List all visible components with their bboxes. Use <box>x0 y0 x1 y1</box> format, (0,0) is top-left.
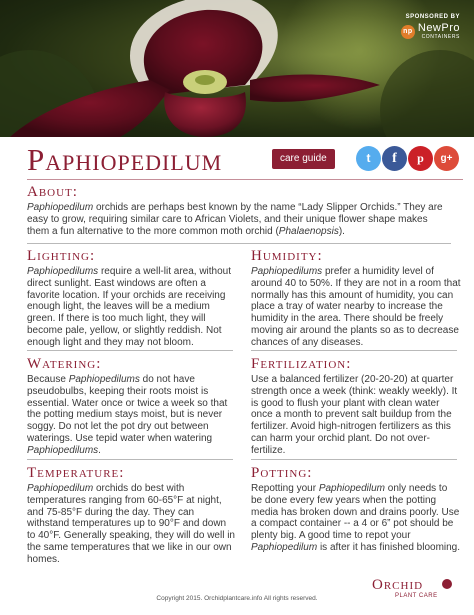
temperature-text: Paphiopedilum orchids do best with temperatures ranging from 60-65°F at night, and 75-85°F during the day. They can withstand temperatures up to 90°F and down to 40°F. Generally speaking, they will do well in the same temperatures that we like in our own homes. <box>27 483 235 565</box>
fertilization-text: Use a balanced fertilizer (20-20-20) at quarter strength once a week (think: weakly weekly). It is good to flush your plant with clean water once a month to prevent salt buildup from the fertilizer. Avoid high-nitrogen fertilizers as this can harm your orchid plant. Do not over-fertilize. <box>251 374 458 456</box>
sponsor-sub: CONTAINERS <box>421 34 460 40</box>
about-heading: About: <box>27 184 78 200</box>
sponsor-name: NewPro <box>417 22 460 34</box>
sponsor-block <box>401 14 460 40</box>
logo-flower-icon <box>442 579 452 589</box>
page-title: Paphiopedilum <box>27 142 223 177</box>
watering-divider <box>27 459 233 460</box>
watering-heading: Watering: <box>27 356 102 372</box>
orchid-plant-care-logo[interactable] <box>372 577 462 607</box>
title-row <box>27 143 467 177</box>
facebook-icon[interactable]: f <box>382 146 407 171</box>
logo-word: Orchid <box>372 577 424 593</box>
lighting-divider <box>27 350 233 351</box>
sponsor-label: SPONSORED BY <box>405 14 460 20</box>
newpro-logo-icon: np <box>401 25 415 39</box>
pinterest-icon[interactable]: p <box>408 146 433 171</box>
temperature-heading: Temperature: <box>27 465 125 481</box>
care-guide-tag: care guide <box>272 149 335 169</box>
lighting-heading: Lighting: <box>27 248 96 264</box>
about-text: Paphiopedilum orchids are perhaps best known by the name “Lady Slipper Orchids.” They are easy to grow, requiring similar care to African Violets, and their unique flower shape makes them a fun alternative to the more common moth orchid (Phalaenopsis). <box>27 202 443 237</box>
fertilization-heading: Fertilization: <box>251 356 352 372</box>
sponsor-brand[interactable] <box>401 23 460 40</box>
twitter-icon[interactable]: t <box>356 146 381 171</box>
google-plus-icon[interactable]: g+ <box>434 146 459 171</box>
about-divider <box>27 243 451 244</box>
title-divider <box>27 179 463 180</box>
fertilization-divider <box>251 459 457 460</box>
hero-orchid-photo <box>0 0 474 137</box>
potting-text: Repotting your Paphiopedilum only needs to be done every few years when the potting media has broken down and drains poorly. Use a compact container -- a 4 or 6” pot should be plenty big. A good time to repot your Paphiopedilum is after it has finished blooming. <box>251 483 461 553</box>
humidity-text: Paphiopedilums prefer a humidity level of around 40 to 50%. If they are not in a room that normally has this amount of humidity, you can place a tray of water nearby to increase the humidity in the area. There should be freely moving air around the plants so as to decrease chances of any diseases. <box>251 266 461 348</box>
copyright-footer: Copyright 2015. Orchidplantcare.info All rights reserved. <box>156 595 318 602</box>
humidity-heading: Humidity: <box>251 248 323 264</box>
logo-sub: PLANT CARE <box>395 593 438 599</box>
potting-heading: Potting: <box>251 465 313 481</box>
humidity-divider <box>251 350 457 351</box>
watering-text: Because Paphiopedilums do not have pseudobulbs, keeping their roots moist is essential. Water once or twice a week so that the potting medium stays moist, but is never soggy. Do not let the pot dry out between waterings. Use tepid water when watering Paphiopedilums. <box>27 374 228 456</box>
lighting-text: Paphiopedilums require a well-lit area, without direct sunlight. East windows are often a favorite location. If your orchids are receiving enough light, the leaves will be a medium green. If there is too much light, they will become pale, yellow, or slightly reddish. Not enough light and they may not bloom. <box>27 266 232 348</box>
